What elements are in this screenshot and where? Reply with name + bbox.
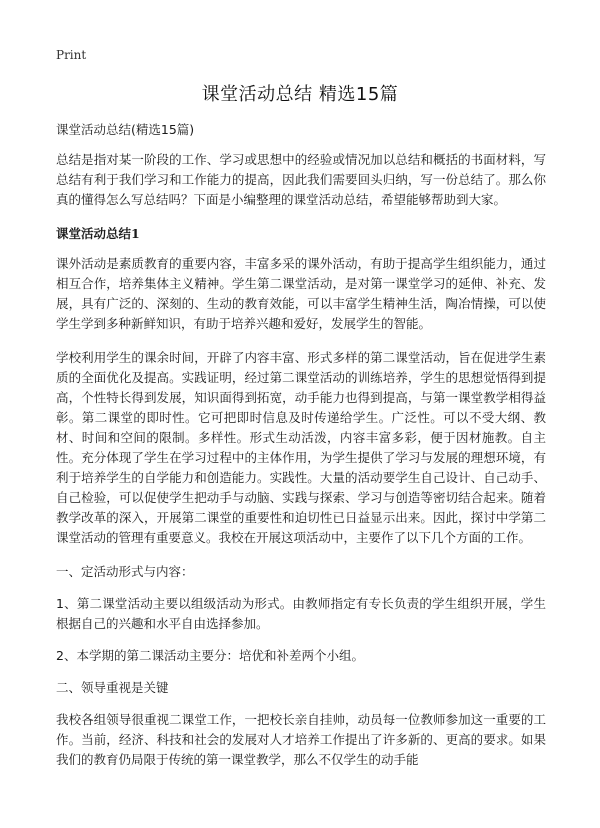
print-link[interactable]: Print bbox=[56, 48, 87, 62]
page-title: 课堂活动总结 精选15篇 bbox=[201, 84, 399, 105]
document-subtitle: 课堂活动总结(精选15篇) bbox=[56, 122, 195, 137]
section1-paragraph-2: 学校利用学生的课余时间，开辟了内容丰富、形式多样的第二课堂活动，旨在促进学生素质的全面优化及提高。实践证明，经过第二课堂活动的训练培养，学生的思想觉悟得到提高，个性特长得到发展，知识面得到拓宽，动手能力也得到提高，与第一课堂教学相得益彰。第二课堂的即时性。它可把即时信息及时传递给学生。广泛性。可以不受大纲、教材、时间和空间的限制。多样性。形式生动活泼，内容丰富多彩，便于因材施教。自主性。充分体现了学生在学习过程中的主体作用，为学生提供了学习与发展的理想环境，有利于培养学生的自学能力和创造能力。实践性。大量的活动要学生自己设计、自己动手、自己检验，可以促使学生把动手与动脑、实践与探索、学习与创造等密切结合起来。随着教学改革的深入，开展第二课堂的重要性和迫切性已日益显示出来。因此，探讨中学第二课堂活动的管理有重要意义。我校在开展这项活动中，主要作了以下几个方面的工作。 bbox=[56, 350, 546, 545]
subheading-one: 一、定活动形式与内容： bbox=[56, 564, 194, 579]
section-heading-1: 课堂活动总结1 bbox=[56, 226, 140, 241]
list-item-1: 1、第二课堂活动主要以组级活动为形式。由教师指定有专长负责的学生组织开展，学生根据自己的兴趣和水平自由选择参加。 bbox=[56, 596, 546, 631]
subheading-two: 二、领导重视是关键 bbox=[56, 680, 169, 695]
paragraph-two: 我校各组领导很重视二课堂工作，一把校长亲自挂帅，动员每一位教师参加这一重要的工作。当前，经济、科技和社会的发展对人才培养工作提出了许多新的、更高的要求。如果我们的教育仍局限于传统的第一课堂教学，那么不仅学生的动手能 bbox=[56, 712, 546, 767]
section1-paragraph-1: 课外活动是素质教育的重要内容，丰富多采的课外活动，有助于提高学生组织能力，通过相互合作，培养集体主义精神。学生第二课堂活动，是对第一课堂学习的延伸、补充、发展，具有广泛的、深刻的、生动的教育效能，可以丰富学生精神生活，陶冶情操，可以使学生学到多种新鲜知识，有助于培养兴趣和爱好，发展学生的智能。 bbox=[56, 256, 546, 331]
intro-paragraph: 总结是指对某一阶段的工作、学习或思想中的经验或情况加以总结和概括的书面材料，写总结有利于我们学习和工作能力的提高，因此我们需要回头归纳，写一份总结了。那么你真的懂得怎么写总结吗？下面是小编整理的课堂活动总结，希望能够帮助到大家。 bbox=[56, 152, 546, 207]
document-body bbox=[56, 120, 546, 784]
list-item-2: 2、本学期的第二课活动主要分：培优和补差两个小组。 bbox=[56, 648, 364, 663]
